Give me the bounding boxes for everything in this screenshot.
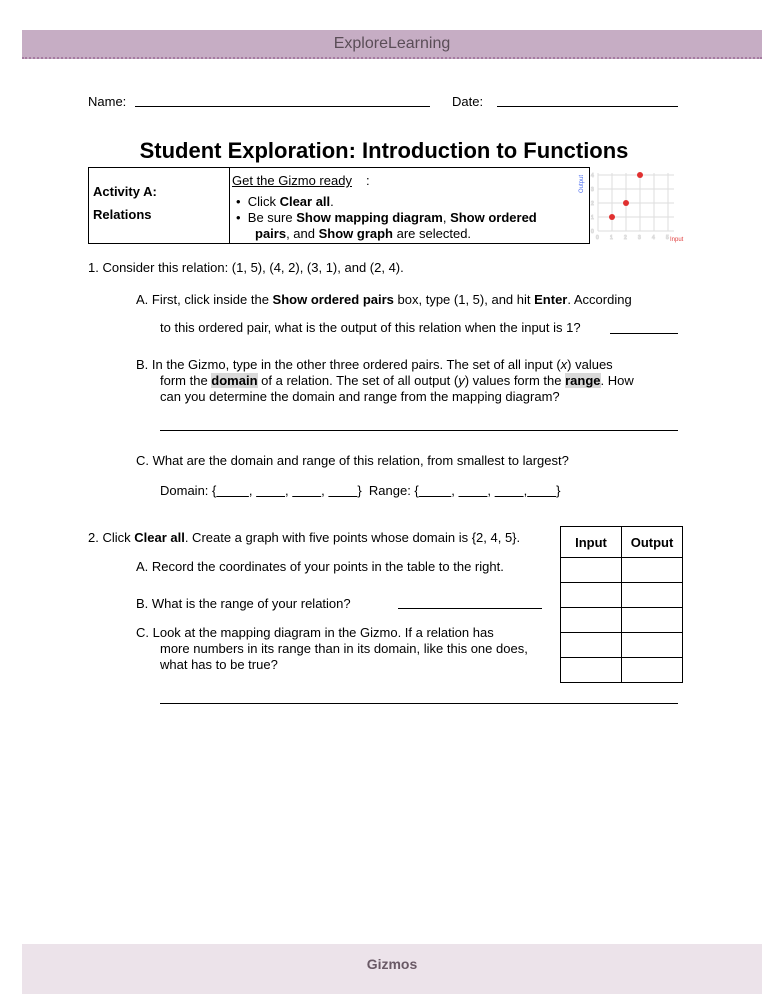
question-1a: A. First, click inside the Show ordered pairs box, type (1, 5), and hit Enter. According [136, 292, 632, 307]
graph-point [637, 172, 643, 178]
x-tick-label: 4 [652, 235, 655, 241]
y-tick-label: 2 [591, 201, 594, 207]
date-field[interactable] [497, 106, 678, 107]
table-cell[interactable] [561, 583, 622, 608]
question-2a: A. Record the coordinates of your points in the table to the right. [136, 559, 504, 574]
question-2c-line2: more numbers in its range than in its domain, like this one does, [160, 641, 528, 656]
answer-1b-field[interactable] [160, 430, 678, 431]
graph-point [609, 214, 615, 220]
question-2b: B. What is the range of your relation? [136, 596, 351, 611]
gizmos-logo: Gizmos [366, 956, 418, 972]
question-1b-line2: form the domain of a relation. The set of all output (y) values form the range. How [160, 373, 634, 388]
input-output-table [560, 526, 683, 683]
activity-label-cell [89, 168, 230, 243]
table-cell[interactable] [561, 608, 622, 633]
header-banner [22, 30, 762, 59]
question-2c: C. Look at the mapping diagram in the Gizmo. If a relation has [136, 625, 494, 640]
answer-2c-field[interactable] [160, 703, 678, 704]
graph-xlabel: Input [670, 237, 684, 243]
answer-2b-field[interactable] [398, 608, 542, 609]
gizmo-graph-thumbnail [578, 163, 688, 243]
question-1c: C. What are the domain and range of this relation, from smallest to largest? [136, 453, 569, 468]
x-tick-label: 0 [596, 235, 599, 241]
bullet-2-cont: pairs, and Show graph are selected. [255, 226, 472, 241]
graph-ylabel: Output [579, 174, 585, 193]
x-tick-label: 3 [638, 235, 641, 241]
table-cell[interactable] [622, 583, 683, 608]
table-cell[interactable] [622, 558, 683, 583]
table-cell[interactable] [561, 633, 622, 658]
y-tick-label: 3 [591, 187, 594, 193]
activity-name: Relations [93, 207, 152, 222]
gizmo-ready-heading: Get the Gizmo ready [232, 173, 352, 188]
page-title: Student Exploration: Introduction to Functions [139, 138, 629, 163]
question-1b: B. In the Gizmo, type in the other three ordered pairs. The set of all input (x) values [136, 357, 613, 372]
name-label: Name: [88, 94, 127, 109]
activity-label: Activity A: [93, 184, 157, 199]
answer-1a-field[interactable] [610, 333, 678, 334]
name-field[interactable] [135, 106, 430, 107]
question-1b-line3: can you determine the domain and range from the mapping diagram? [160, 389, 560, 404]
question-2: 2. Click Clear all. Create a graph with five points whose domain is {2, 4, 5}. [88, 530, 521, 545]
date-label: Date: [452, 94, 484, 109]
bullet-1: • Click Clear all. [236, 194, 334, 209]
domain-range-answers[interactable]: Domain: { , , , } Range: { , , , } [160, 483, 561, 498]
question-1: 1. Consider this relation: (1, 5), (4, 2), (3, 1), and (2, 4). [88, 260, 404, 275]
explorelearning-logo: ExploreLearning [333, 35, 451, 52]
table-cell[interactable] [561, 658, 622, 683]
activity-box [88, 167, 590, 244]
graph-point [623, 200, 629, 206]
y-tick-label: 1 [591, 215, 594, 221]
y-tick-label: 4 [591, 173, 594, 179]
input-header: Input [561, 527, 622, 558]
table-cell[interactable] [622, 658, 683, 683]
x-tick-label: 5 [666, 235, 669, 241]
table-cell[interactable] [622, 608, 683, 633]
output-header: Output [622, 527, 683, 558]
table-cell[interactable] [561, 558, 622, 583]
bullet-2: • Be sure Show mapping diagram, Show ordered [236, 210, 537, 225]
question-2c-line3: what has to be true? [160, 657, 278, 672]
x-tick-label: 1 [610, 235, 613, 241]
y-tick-label: 0 [591, 229, 594, 235]
footer-band [22, 944, 762, 994]
heading-colon: : [366, 173, 370, 188]
question-1a-cont: to this ordered pair, what is the output of this relation when the input is 1? [160, 320, 581, 335]
x-tick-label: 2 [624, 235, 627, 241]
table-cell[interactable] [622, 633, 683, 658]
